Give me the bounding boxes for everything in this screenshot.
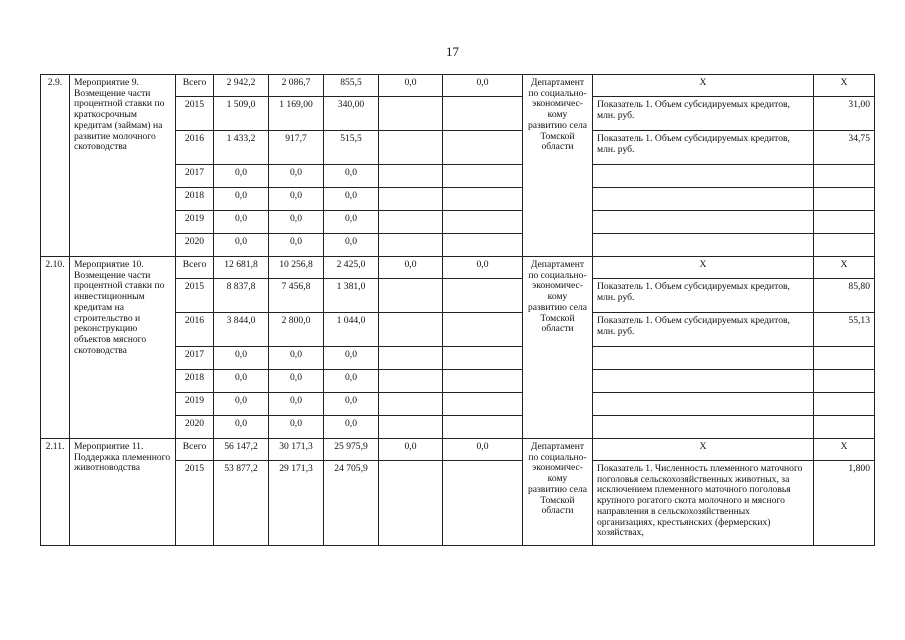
regional-cell: 0,0 [324,188,379,211]
indicator-cell [593,165,814,188]
regional-cell: 1 044,0 [324,313,379,347]
indicator-value [814,234,875,257]
other-cell [443,211,523,234]
federal-cell: 0,0 [269,416,324,439]
local-cell [379,165,443,188]
other-cell: 0,0 [443,439,523,461]
regional-cell: 2 425,0 [324,257,379,279]
federal-cell: 29 171,3 [269,461,324,546]
other-cell [443,393,523,416]
indicator-cell: Показатель 1. Объем субсидируемых кредитов, млн. руб. [593,313,814,347]
federal-cell: 1 169,00 [269,97,324,131]
federal-cell: 0,0 [269,165,324,188]
total-cell: 8 837,8 [214,279,269,313]
indicator-value: Х [814,439,875,461]
total-cell: 3 844,0 [214,313,269,347]
regional-cell: 0,0 [324,393,379,416]
indicator-cell [593,211,814,234]
other-cell: 0,0 [443,75,523,97]
total-cell: 0,0 [214,370,269,393]
federal-cell: 0,0 [269,393,324,416]
other-cell [443,188,523,211]
year-cell: 2017 [176,347,214,370]
indicator-cell: Х [593,257,814,279]
indicator-cell: Показатель 1. Объем субсидируемых кредитов, млн. руб. [593,279,814,313]
year-cell: 2018 [176,370,214,393]
total-cell: 0,0 [214,234,269,257]
item-number: 2.9. [41,75,70,257]
federal-cell: 917,7 [269,131,324,165]
local-cell [379,97,443,131]
other-cell [443,461,523,546]
total-cell: 1 433,2 [214,131,269,165]
year-cell: Всего [176,257,214,279]
indicator-value [814,416,875,439]
year-cell: 2016 [176,131,214,165]
indicator-value [814,393,875,416]
year-cell: Всего [176,439,214,461]
table-row [41,439,875,461]
regional-cell: 515,5 [324,131,379,165]
indicator-cell [593,393,814,416]
federal-cell: 0,0 [269,211,324,234]
local-cell [379,370,443,393]
local-cell [379,188,443,211]
total-cell: 0,0 [214,211,269,234]
local-cell [379,131,443,165]
other-cell [443,370,523,393]
total-cell: 56 147,2 [214,439,269,461]
program-table [40,74,875,546]
indicator-cell [593,234,814,257]
other-cell [443,416,523,439]
local-cell [379,211,443,234]
indicator-cell [593,347,814,370]
other-cell [443,97,523,131]
indicator-cell [593,188,814,211]
indicator-value: Х [814,75,875,97]
total-cell: 0,0 [214,347,269,370]
regional-cell: 0,0 [324,416,379,439]
regional-cell: 0,0 [324,347,379,370]
other-cell [443,234,523,257]
indicator-value: 55,13 [814,313,875,347]
federal-cell: 7 456,8 [269,279,324,313]
year-cell: 2017 [176,165,214,188]
total-cell: 0,0 [214,165,269,188]
other-cell [443,131,523,165]
local-cell: 0,0 [379,439,443,461]
item-number: 2.11. [41,439,70,546]
total-cell: 1 509,0 [214,97,269,131]
indicator-cell: Показатель 1. Численность племенного маточного поголовья сельскохозяйственных животных, за исключением племенного маточного поголовья крупного рогатого скота молочного и мясного направления в сельскохозяйственных организациях, крестьянских (фермерских) хозяйствах, [593,461,814,546]
local-cell [379,393,443,416]
table-row [41,257,875,279]
year-cell: 2019 [176,211,214,234]
local-cell: 0,0 [379,75,443,97]
indicator-value [814,188,875,211]
local-cell [379,461,443,546]
year-cell: 2015 [176,97,214,131]
indicator-cell: Х [593,439,814,461]
year-cell: 2019 [176,393,214,416]
year-cell: 2018 [176,188,214,211]
indicator-value [814,347,875,370]
federal-cell: 10 256,8 [269,257,324,279]
federal-cell: 30 171,3 [269,439,324,461]
regional-cell: 855,5 [324,75,379,97]
indicator-cell: Х [593,75,814,97]
item-name: Мероприятие 9. Возмещение части процентной ставки по краткосрочным кредитам (займам) на развитие молочного скотоводства [70,75,176,257]
year-cell: 2020 [176,234,214,257]
local-cell [379,347,443,370]
other-cell [443,165,523,188]
indicator-value [814,165,875,188]
regional-cell: 1 381,0 [324,279,379,313]
federal-cell: 0,0 [269,370,324,393]
local-cell: 0,0 [379,257,443,279]
item-name: Мероприятие 11. Поддержка племенного животноводства [70,439,176,546]
indicator-value [814,211,875,234]
indicator-cell [593,416,814,439]
year-cell: 2015 [176,279,214,313]
local-cell [379,234,443,257]
indicator-value: 1,800 [814,461,875,546]
year-cell: Всего [176,75,214,97]
indicator-cell [593,370,814,393]
federal-cell: 2 800,0 [269,313,324,347]
table-row [41,75,875,97]
other-cell [443,279,523,313]
year-cell: 2020 [176,416,214,439]
other-cell [443,313,523,347]
regional-cell: 0,0 [324,370,379,393]
total-cell: 2 942,2 [214,75,269,97]
regional-cell: 340,00 [324,97,379,131]
indicator-cell: Показатель 1. Объем субсидируемых кредитов, млн. руб. [593,97,814,131]
regional-cell: 0,0 [324,234,379,257]
year-cell: 2015 [176,461,214,546]
indicator-value: 85,80 [814,279,875,313]
year-cell: 2016 [176,313,214,347]
department-cell: Департамент по социально-экономичес-кому развитию села Томской области [523,257,593,439]
regional-cell: 24 705,9 [324,461,379,546]
regional-cell: 0,0 [324,165,379,188]
local-cell [379,416,443,439]
federal-cell: 0,0 [269,347,324,370]
federal-cell: 0,0 [269,234,324,257]
indicator-value [814,370,875,393]
total-cell: 0,0 [214,188,269,211]
total-cell: 12 681,8 [214,257,269,279]
department-cell: Департамент по социально-экономичес-кому развитию села Томской области [523,439,593,546]
local-cell [379,313,443,347]
indicator-value: 34,75 [814,131,875,165]
indicator-value: Х [814,257,875,279]
total-cell: 0,0 [214,393,269,416]
indicator-value: 31,00 [814,97,875,131]
item-number: 2.10. [41,257,70,439]
department-cell: Департамент по социально-экономичес-кому развитию села Томской области [523,75,593,257]
page-number: 17 [446,44,459,59]
regional-cell: 0,0 [324,211,379,234]
other-cell [443,347,523,370]
local-cell [379,279,443,313]
item-name: Мероприятие 10. Возмещение части процентной ставки по инвестиционным кредитам на строительство и реконструкцию объектов мясного скотоводства [70,257,176,439]
indicator-cell: Показатель 1. Объем субсидируемых кредитов, млн. руб. [593,131,814,165]
federal-cell: 2 086,7 [269,75,324,97]
other-cell: 0,0 [443,257,523,279]
total-cell: 53 877,2 [214,461,269,546]
regional-cell: 25 975,9 [324,439,379,461]
total-cell: 0,0 [214,416,269,439]
federal-cell: 0,0 [269,188,324,211]
